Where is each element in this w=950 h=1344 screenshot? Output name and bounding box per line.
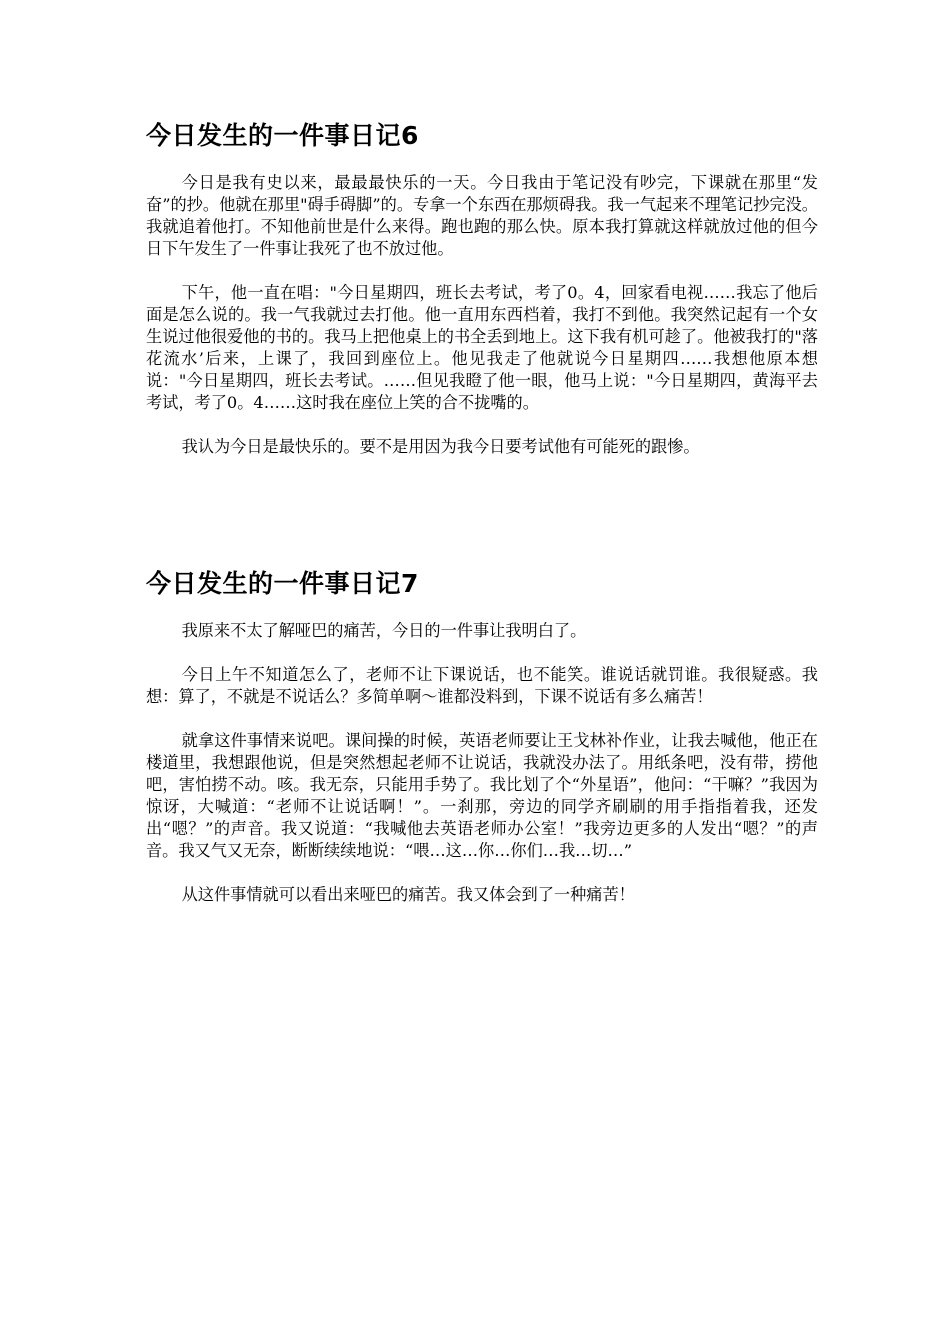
paragraph: 就拿这件事情来说吧。课间操的时候，英语老师要让王戈林补作业，让我去喊他，他正在楼道里，我想跟他说，但是突然想起老师不让说话，我就没办法了。用纸条吧，没有带，捞他吧，害怕捞不动。咳。我无奈，只能用手势了。我比划了个“外星语”，他问：“干嘛？”我因为惊讶，大喊道：“老师不让说话啊！”。一刹那，旁边的同学齐刷刷的用手指指着我，还发出“嗯？”的声音。我又说道：“我喊他去英语老师办公室！”我旁边更多的人发出“嗯？”的声音。我又气又无奈，断断续续地说：“喂…这…你…你们…我…切…” — [146, 731, 818, 860]
paragraph: 从这件事情就可以看出来哑巴的痛苦。我又体会到了一种痛苦！ — [181, 885, 635, 904]
diary-entry-6 — [146, 118, 818, 458]
paragraph: 我认为今日是最快乐的。要不是用因为我今日要考试他有可能死的跟惨。 — [181, 437, 700, 456]
article-title: 今日发生的一件事日记7 — [146, 569, 419, 598]
paragraph: 下午，他一直在唱："今日星期四，班长去考试，考了0。4，回家看电视……我忘了他后面是怎么说的。我一气我就过去打他。他一直用东西档着，我打不到他。我突然记起有一个女生说过他很爱他的书的。我马上把他桌上的书全丢到地上。这下我有机可趁了。他被我打的"落花流水’后来，上课了，我回到座位上。他见我走了他就说今日星期四……我想他原本想说："今日星期四，班长去考试。……但见我瞪了他一眼，他马上说："今日星期四，黄海平去考试，考了0。4……这时我在座位上笑的合不拢嘴的。 — [146, 283, 818, 412]
paragraph: 今日是我有史以来，最最最快乐的一天。今日我由于笔记没有吵完，下课就在那里“发奋”的抄。他就在那里"碍手碍脚”的。专拿一个东西在那烦碍我。我一气起来不理笔记抄完没。我就追着他打。不知他前世是什么来得。跑也跑的那么快。原本我打算就这样就放过他的但今日下午发生了一件事让我死了也不放过他。 — [146, 173, 818, 258]
paragraph: 今日上午不知道怎么了，老师不让下课说话，也不能笑。谁说话就罚谁。我很疑惑。我想：算了，不就是不说话么？多简单啊～谁都没料到，下课不说话有多么痛苦！ — [146, 665, 818, 706]
diary-entry-7 — [146, 566, 818, 906]
article-title: 今日发生的一件事日记6 — [146, 121, 419, 150]
paragraph: 我原来不太了解哑巴的痛苦，今日的一件事让我明白了。 — [181, 621, 587, 640]
